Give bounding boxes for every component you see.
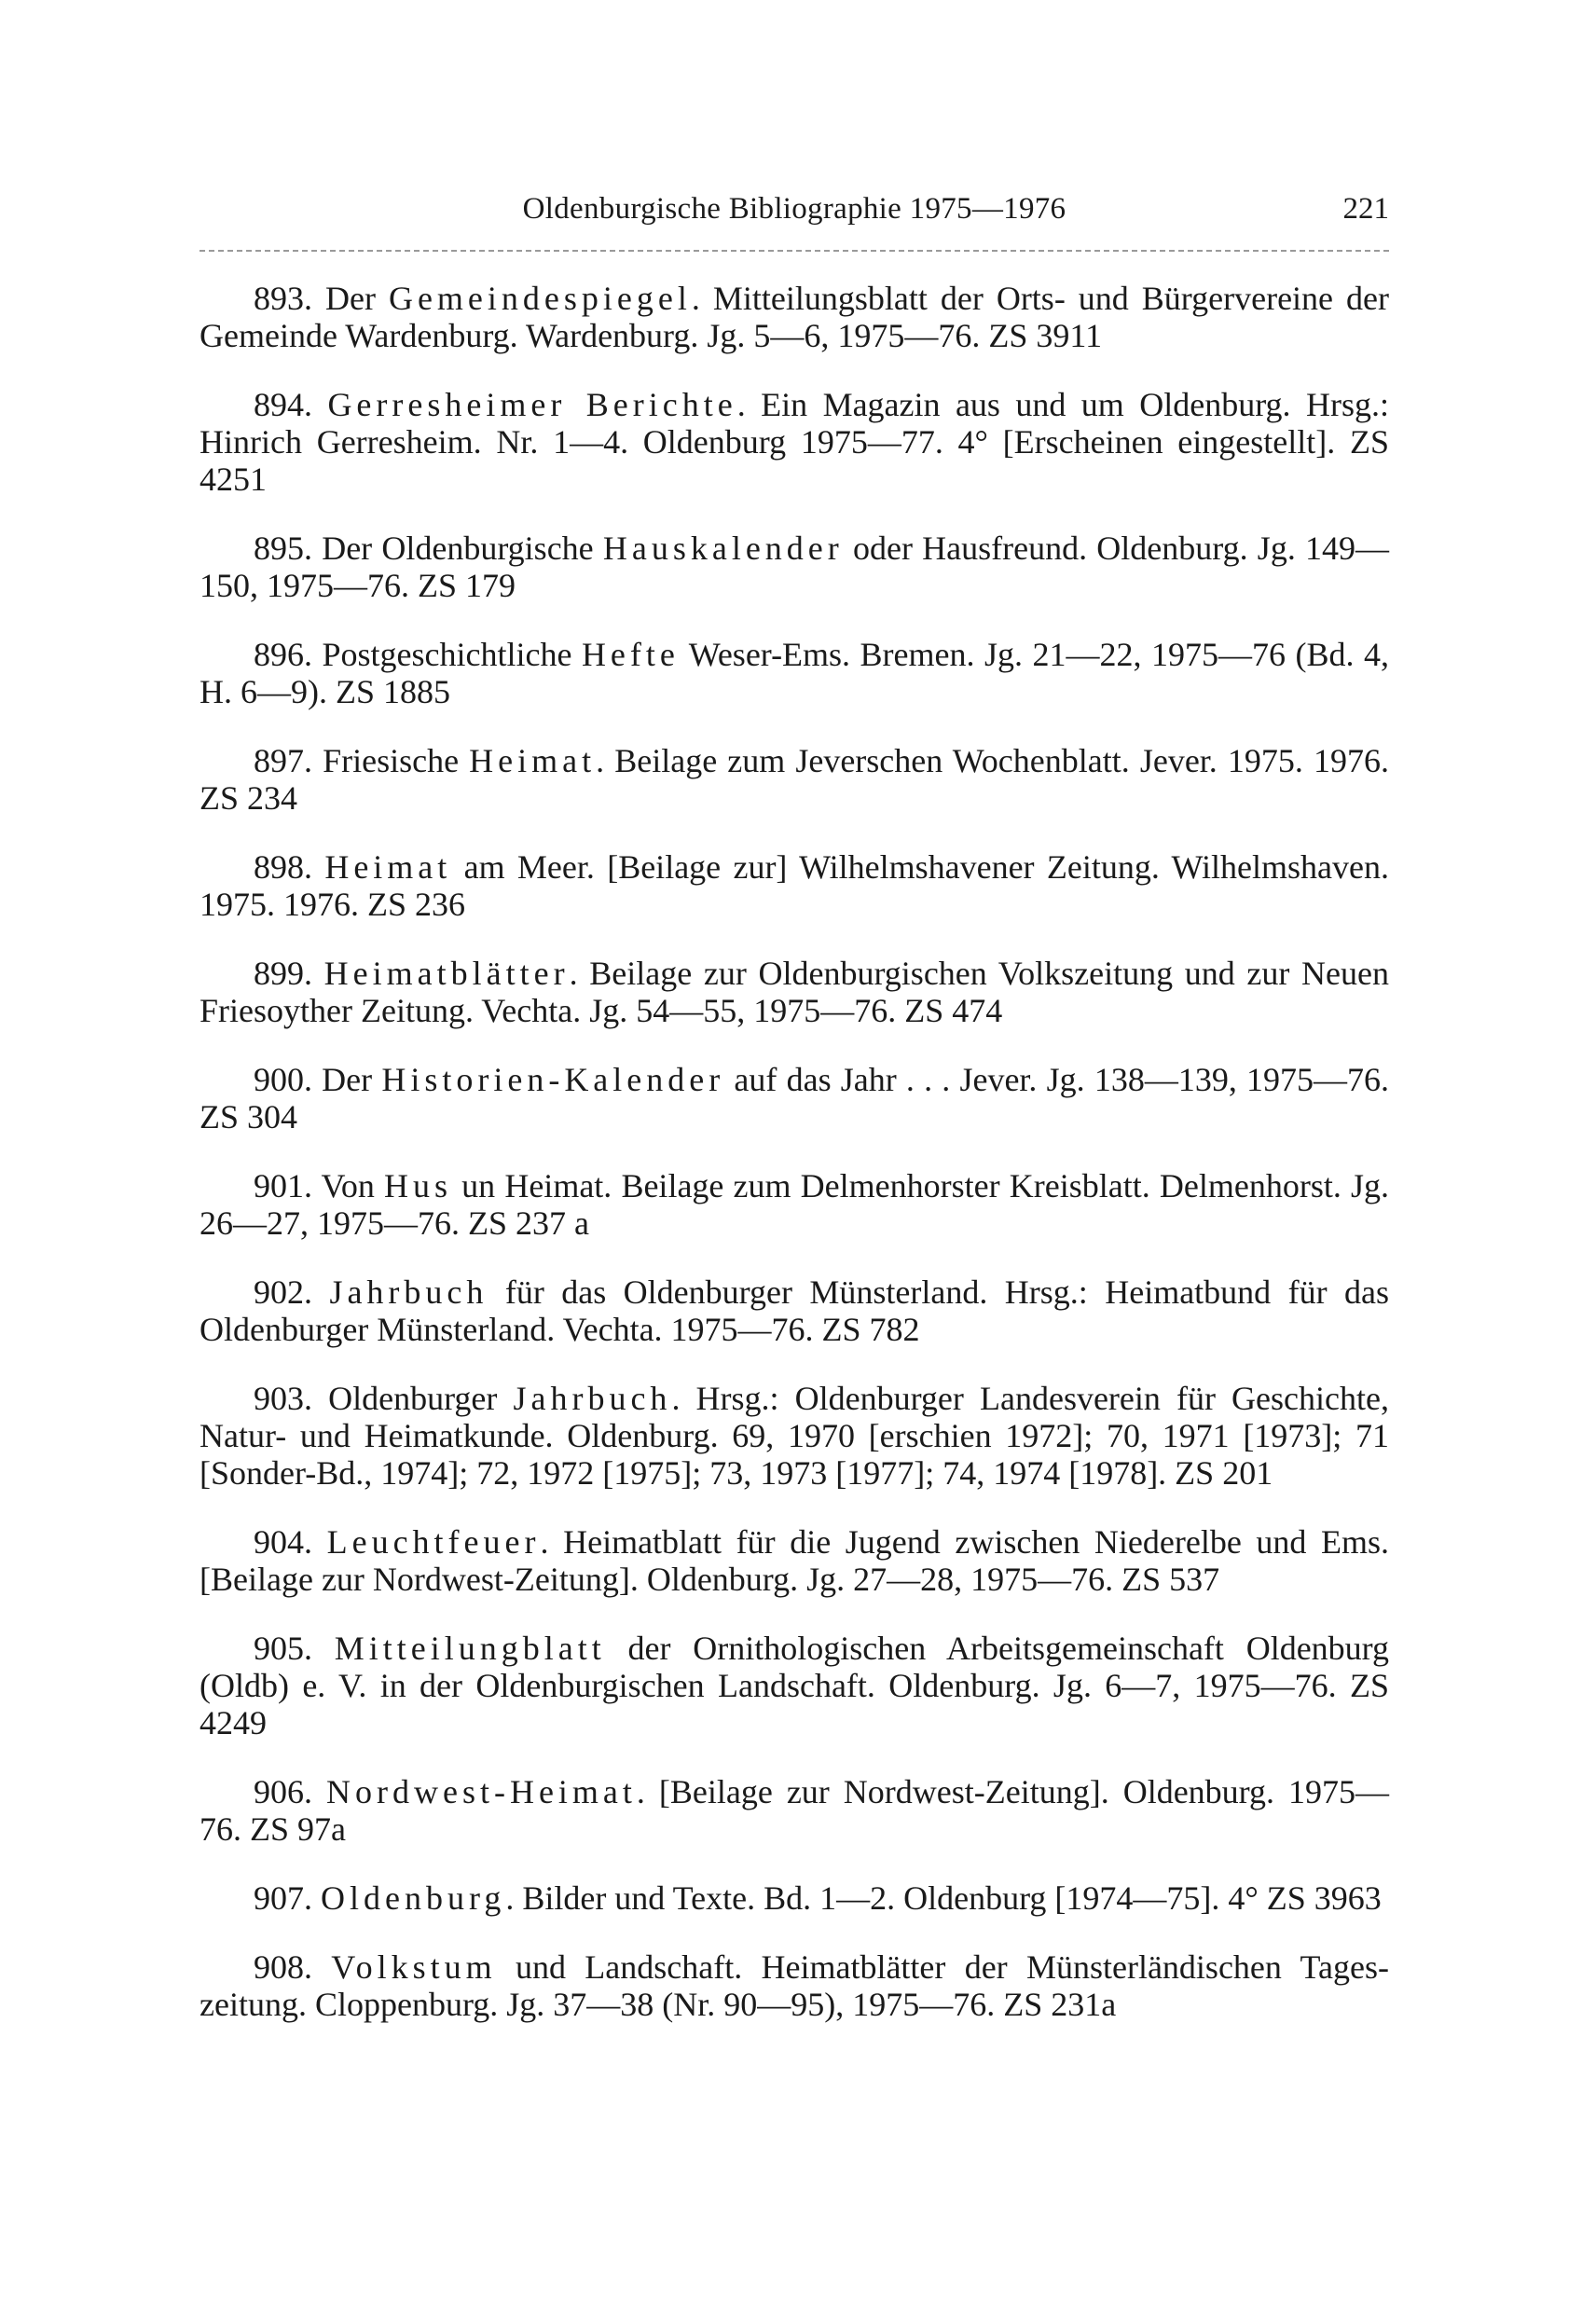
entry-lead: 904.: [254, 1523, 327, 1561]
entry-lead: 908.: [254, 1948, 332, 1986]
entry-details: . Beilage zur Oldenburgischen Volkszeitung und zur Neuen Friesoyther Zeitung. Vechta. Jg. 54—55, 1975—76. ZS 474: [200, 955, 1390, 1029]
entry-keyword: Oldenburg: [321, 1879, 506, 1917]
entry-lead: 893. Der: [254, 280, 389, 317]
entry-lead: 895. Der Oldenburgische: [254, 530, 603, 567]
entry-details: . Hrsg.: Oldenburger Landesverein für Geschichte, Natur- und Heimatkunde. Oldenburg. 69, 1970 [erschien 1972]; 70, 1971 [1973]; 71 [Sonder-Bd., 1974]; 72, 1972 [1975]; 73, 1973 [1977]; 74, 1974 [1978]. ZS 201: [200, 1380, 1389, 1492]
bibliography-entry: [200, 530, 1389, 604]
entry-keyword: Heimatblätter: [323, 955, 570, 992]
bibliography-entries: [200, 280, 1389, 2023]
entry-lead: 902.: [254, 1273, 330, 1311]
entry-keyword: Heimat: [324, 848, 452, 886]
entry-lead: 900. Der: [254, 1061, 382, 1098]
entry-lead: 906.: [254, 1773, 326, 1810]
entry-keyword: Historien-Kalender: [381, 1061, 725, 1098]
entry-details: der Ornithologischen Arbeitsgemeinschaft Oldenburg (Oldb) e. V. in der Oldenburgischen Landschaft. Oldenburg. Jg. 6—7, 1975—76. ZS 4249: [200, 1630, 1390, 1741]
entry-keyword: Hefte: [581, 636, 680, 673]
bibliography-entry: [200, 1630, 1389, 1741]
entry-lead: 905.: [254, 1630, 335, 1667]
bibliography-entry: [200, 848, 1389, 923]
entry-lead: 901. Von: [254, 1167, 385, 1204]
entry-details: . Heimatblatt für die Jugend zwischen Niederelbe und Ems. [Beilage zur Nordwest-Zeitung]. Oldenburg. Jg. 27—28, 1975—76. ZS 537: [200, 1523, 1390, 1598]
entry-lead: 896. Postgeschichtliche: [254, 636, 582, 673]
bibliography-entry: [200, 1948, 1389, 2023]
bibliography-entry: [200, 1273, 1389, 1348]
entry-details: . Beilage zum Jeverschen Wochenblatt. Jever. 1975. 1976. ZS 234: [200, 742, 1389, 817]
entry-keyword: Gerresheimer Berichte: [327, 386, 737, 423]
entry-keyword: Gemeindespiegel: [388, 280, 692, 317]
entry-details: Weser-Ems. Bremen. Jg. 21—22, 1975—76 (Bd. 4, H. 6—9). ZS 1885: [200, 636, 1389, 710]
entry-keyword: Mitteilungblatt: [334, 1630, 606, 1667]
entry-details: am Meer. [Beilage zur] Wilhelmshavener Zeitung. Wilhelmshaven. 1975. 1976. ZS 236: [200, 848, 1390, 923]
entry-details: . Bilder und Texte. Bd. 1—2. Oldenburg [1974—75]. 4° ZS 3963: [505, 1879, 1382, 1917]
running-header: [200, 183, 1389, 239]
bibliography-entry: [200, 280, 1389, 354]
entry-keyword: Hauskalender: [602, 530, 844, 567]
entry-keyword: Hus: [384, 1167, 453, 1204]
entry-keyword: Jahrbuch: [513, 1380, 672, 1417]
bibliography-entry: [200, 1773, 1389, 1848]
bibliography-entry: [200, 636, 1389, 710]
bibliography-entry: [200, 1523, 1389, 1598]
entry-keyword: Leuchtfeuer: [326, 1523, 541, 1561]
entry-details: auf das Jahr . . . Jever. Jg. 138—139, 1975—76. ZS 304: [200, 1061, 1389, 1135]
bibliography-entry: [200, 1380, 1389, 1492]
header-rule: [200, 250, 1389, 252]
entry-details: und Landschaft. Heimatblätter der Münsterländischen Tageszeitung. Cloppenburg. Jg. 37—38 (Nr. 90—95), 1975—76. ZS 231a: [200, 1948, 1389, 2023]
entry-details: . [Beilage zur Nordwest-Zeitung]. Oldenburg. 1975—76. ZS 97a: [200, 1773, 1389, 1848]
bibliography-entry: [200, 1879, 1389, 1917]
entry-keyword: Volkstum: [331, 1948, 497, 1986]
bibliography-entry: [200, 386, 1389, 498]
entry-lead: 898.: [254, 848, 325, 886]
entry-lead: 897. Friesische: [254, 742, 470, 779]
bibliography-entry: [200, 1167, 1389, 1242]
entry-keyword: Heimat: [469, 742, 597, 779]
entry-lead: 907.: [254, 1879, 321, 1917]
entry-details: für das Oldenburger Münsterland. Hrsg.: Heimatbund für das Oldenburger Münsterland. Vechta. 1975—76. ZS 782: [200, 1273, 1390, 1348]
entry-details: oder Hausfreund. Oldenburg. Jg. 149—150, 1975—76. ZS 179: [200, 530, 1390, 604]
bibliography-entry: [200, 1061, 1389, 1135]
entry-lead: 903. Oldenburger: [254, 1380, 514, 1417]
entry-details: . Ein Magazin aus und um Oldenburg. Hrsg.: Hinrich Gerresheim. Nr. 1—4. Oldenburg 1975—77. 4° [Erscheinen eingestellt]. ZS 4251: [200, 386, 1389, 498]
entry-details: . Mitteilungsblatt der Orts- und Bürgervereine der Gemeinde Wardenburg. Wardenburg. Jg. 5—6, 1975—76. ZS 3911: [200, 280, 1389, 354]
entry-details: un Heimat. Beilage zum Delmenhorster Kreisblatt. Delmenhorst. Jg. 26—27, 1975—76. ZS 237 a: [200, 1167, 1389, 1242]
entry-keyword: Jahrbuch: [329, 1273, 488, 1311]
bibliography-entry: [200, 742, 1389, 817]
entry-lead: 899.: [254, 955, 324, 992]
running-title: Oldenburgische Bibliographie 1975—1976: [522, 192, 1066, 226]
page-number: 221: [1342, 192, 1389, 226]
bibliography-entry: [200, 955, 1389, 1029]
entry-keyword: Nordwest-Heimat: [325, 1773, 637, 1810]
entry-lead: 894.: [254, 386, 328, 423]
